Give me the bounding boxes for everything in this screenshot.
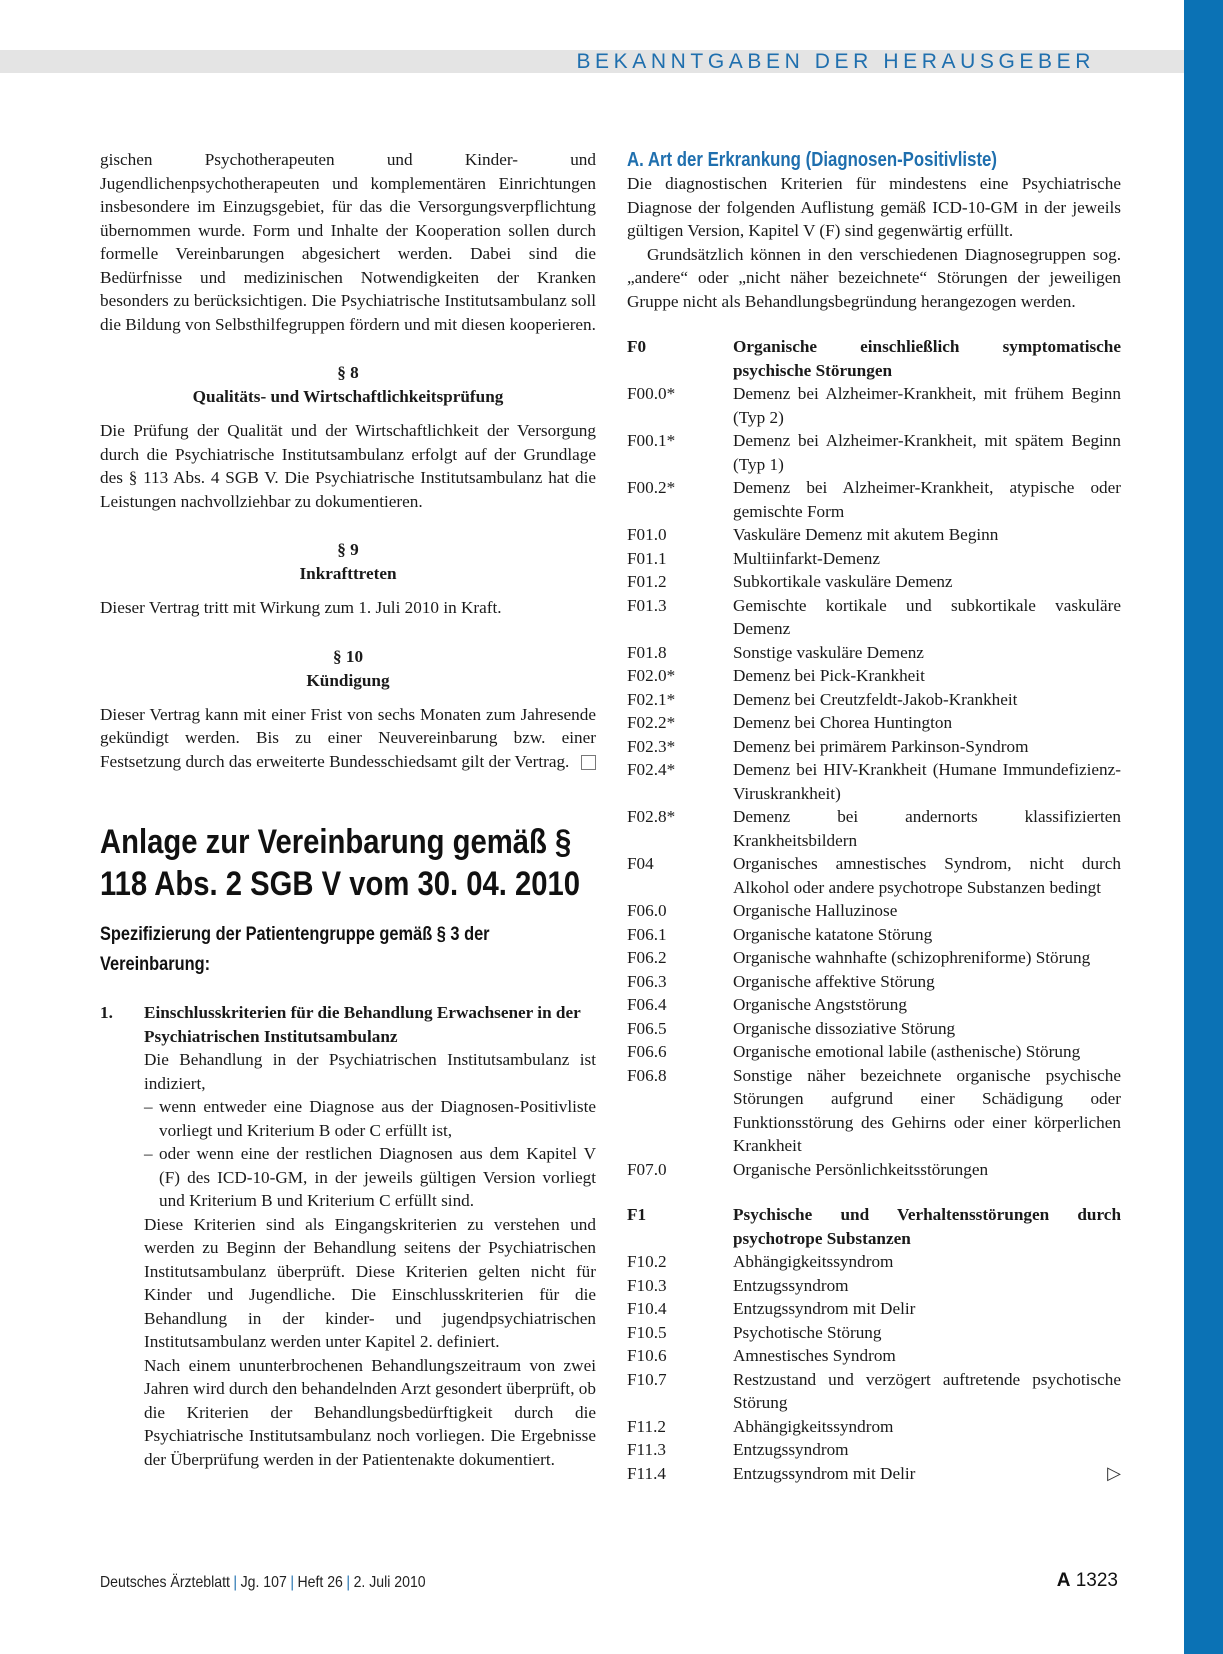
diagnosis-description: Entzugssyndrom [733,1275,849,1295]
diagnosis-code: F06.5 [627,1018,667,1038]
diagnosis-row [627,970,1121,994]
diagnosis-description: Entzugssyndrom mit Delir [733,1299,916,1318]
diagnosis-row [627,547,1121,571]
diagnosis-code: F00.2* [627,478,676,497]
diagnosis-description: Demenz bei HIV-Krankheit (Humane Immundefizienz-Viruskrankheit) [733,760,1121,803]
diagnosis-group-header [627,1203,1121,1250]
diagnosis-description: Subkortikale vaskuläre Demenz [733,572,953,591]
diagnosis-description: Sonstige näher bezeichnete organische psychische Störungen aufgrund einer Schädigung oder Funktionsstörung des Gehirns oder einer körperlichen Krankheit [733,1065,1121,1155]
diagnosis-row [627,993,1121,1017]
continued-arrow-icon: ▷ [1107,1462,1121,1483]
criteria-item-1 [100,1001,596,1471]
page-footer [100,1574,426,1592]
diagnosis-description: Organische emotional labile (asthenische) Störung [733,1042,1081,1061]
diagnosis-row [627,688,1121,712]
diagnosis-code: F06.6 [627,1042,667,1061]
diagnosis-row [627,641,1121,665]
diagnosis-row [627,1462,1121,1486]
diagnosis-code: F02.2* [627,713,676,732]
diagnosis-row [627,899,1121,923]
section-10-paragraph [100,703,596,774]
diagnosis-rows-f0 [627,382,1121,1181]
section-8-number: § 8 [337,363,359,382]
diagnosis-row [627,594,1121,641]
diagnosis-code: F01.0 [627,525,667,544]
diagnosis-code: F07.0 [627,1159,667,1179]
diagnosis-code: F06.0 [627,901,667,920]
section-10-title: Kündigung [306,670,390,690]
section-9-number: § 9 [337,540,359,559]
diagnosis-code: F10.5 [627,1322,667,1342]
diagnosis-description: Organisches amnestisches Syndrom, nicht durch Alkohol oder andere psychotrope Substanzen bedingt [733,854,1121,897]
diagnosis-row [627,570,1121,594]
criteria-bullet-text: wenn entweder eine Diagnose aus der Diagnosen-Positivliste vorliegt und Kriterium B oder C erfüllt ist, [159,1097,596,1140]
section-8-text: Die Prüfung der Qualität und der Wirtschaftlichkeit der Versorgung durch die Psychiatrische Institutsambulanz erfolgt auf der Grundlage des § 113 Abs. 4 SGB V. Die Psychiatrische Institutsambulanz hat die Leistungen nachvollziehbar zu dokumentieren. [100,421,596,511]
section-8-heading [100,361,596,409]
diagnosis-row [627,1368,1121,1415]
diagnosis-description: Demenz bei primärem Parkinson-Syndrom [733,736,1029,756]
diagnosis-code: F06.8 [627,1065,667,1085]
criteria-item-lead: Die Behandlung in der Psychiatrischen Institutsambulanz ist indiziert, [144,1050,596,1093]
section-10-text: Dieser Vertrag kann mit einer Frist von sechs Monaten zum Jahresende gekündigt werden. Bis zu einer Neuvereinbarung bzw. einer Festsetzung durch das erweiterte Bundesschiedsamt gilt der Vertrag. [100,704,596,771]
diagnosis-description: Organische Angststörung [733,995,907,1014]
diagnosis-rows-f1 [627,1250,1121,1485]
diagnosis-list-title: A. Art der Erkrankung (Diagnosen-Positivliste) [627,149,997,171]
section-header-title: BEKANNTGABEN DER HERAUSGEBER [576,50,1095,73]
diagnosis-row [627,664,1121,688]
diagnosis-code: F01.8 [627,642,667,662]
diagnosis-code: F10.6 [627,1346,667,1365]
diagnosis-row [627,1415,1121,1439]
criteria-bullet [144,1095,596,1142]
diagnosis-description: Demenz bei andernorts klassifizierten Krankheitsbildern [733,807,1121,850]
criteria-paragraph-1: Diese Kriterien sind als Eingangskriterien zu verstehen und werden zu Beginn der Behandlung seitens der Psychiatrischen Institutsambulanz überprüft. Diese Kriterien gelten nicht für Kinder und Jugendliche. Die Einschlusskriterien für die Behandlung in der kinder- und jugendpsychiatrischen Institutsambulanz werden unter Kapitel 2. definiert. [144,1214,596,1351]
section-9-title: Inkrafttreten [299,564,397,583]
page-number [1057,1570,1118,1592]
footer-issue: Heft 26 [297,1574,343,1591]
diagnosis-row [627,1064,1121,1158]
diagnosis-description: Abhängigkeitssyndrom [733,1252,894,1271]
criteria-paragraph-2: Nach einem ununterbrochenen Behandlungszeitraum von zwei Jahren wird durch den behandelnden Arzt gesondert überprüft, ob die Kriterien der Behandlungsbedürftigkeit durch die Psychiatrische Institutsambulanz noch vorliegen. Die Ergebnisse der Überprüfung werden in der Patientenakte dokumentiert. [144,1355,596,1469]
page-number-value: 1323 [1075,1570,1118,1591]
diagnosis-row [627,1017,1121,1041]
diagnosis-description: Multiinfarkt-Demenz [733,548,881,568]
diagnosis-row [627,1274,1121,1298]
diagnosis-description: Organische Halluzinose [733,901,898,920]
diagnosis-code: F04 [627,854,654,873]
diagnosis-code: F11.2 [627,1416,666,1436]
diagnosis-row [627,1344,1121,1368]
footer-separator: | [346,1574,351,1591]
footer-date: 2. Juli 2010 [353,1574,426,1591]
diagnosis-description: Entzugssyndrom mit Delir [733,1463,916,1483]
diagnosis-row [627,1321,1121,1345]
diagnosis-group-code: F1 [627,1205,647,1224]
diagnosis-description: Demenz bei Creutzfeldt-Jakob-Krankheit [733,689,1018,709]
diagnosis-code: F10.2 [627,1252,667,1271]
diagnosis-code: F02.4* [627,760,676,779]
diagnosis-code: F10.7 [627,1369,667,1389]
diagnosis-description: Demenz bei Alzheimer-Krankheit, mit frühem Beginn (Typ 2) [733,384,1121,427]
diagnosis-description: Organische wahnhafte (schizophreniforme) Störung [733,948,1091,967]
footer-separator: | [233,1574,238,1591]
diagnosis-description: Demenz bei Chorea Huntington [733,713,953,732]
diagnosis-code: F10.4 [627,1299,667,1318]
diagnosis-code: F01.1 [627,548,667,568]
diagnosis-code: F06.4 [627,995,667,1014]
anlage-title: Anlage zur Vereinbarung gemäß § 118 Abs. 2 SGB V vom 30. 04. 2010 [100,823,581,903]
diagnosis-row [627,476,1121,523]
diagnosis-row [627,1250,1121,1274]
diagnosis-code: F02.8* [627,807,676,826]
diagnosis-code: F02.1* [627,689,676,709]
diagnosis-description: Demenz bei Alzheimer-Krankheit, atypische oder gemischte Form [733,478,1121,521]
footer-journal: Deutsches Ärzteblatt [100,1574,230,1591]
end-of-article-mark [581,755,596,770]
diagnosis-row [627,523,1121,547]
diagnosis-description: Abhängigkeitssyndrom [733,1416,894,1436]
diagnosis-description: Gemischte kortikale und subkortikale vaskuläre Demenz [733,595,1121,638]
diagnosis-description: Psychotische Störung [733,1322,882,1342]
section-10-number: § 10 [332,646,364,666]
diagnosis-row [627,923,1121,947]
criteria-bullet [144,1142,596,1213]
diagnosis-code: F11.4 [627,1463,666,1483]
diagnosis-intro-paragraph: Die diagnostischen Kriterien für mindestens eine Psychiatrische Diagnose der folgenden Auflistung gemäß ICD-10-GM in der jeweils gültigen Version, Kapitel V (F) sind gegenwärtig erfüllt. [627,174,1121,240]
diagnosis-code: F00.1* [627,431,676,450]
diagnosis-code: F10.3 [627,1275,667,1295]
criteria-item-body [144,1001,596,1471]
diagnosis-description: Organische affektive Störung [733,971,935,991]
diagnosis-row [627,758,1121,805]
diagnosis-group-f0 [627,335,1121,1181]
section-10-heading [100,645,596,693]
anlage-subtitle: Spezifizierung der Patientengruppe gemäß § 3 der Vereinbarung: [100,923,490,975]
right-column [627,148,1121,1485]
diagnosis-code: F00.0* [627,384,676,403]
diagnosis-row [627,1297,1121,1321]
diagnosis-row [627,429,1121,476]
diagnosis-row [627,382,1121,429]
diagnosis-description: Entzugssyndrom [733,1440,849,1459]
diagnosis-description: Amnestisches Syndrom [733,1346,896,1365]
intro-paragraph: gischen Psychotherapeuten und Kinder- und Jugendlichenpsychotherapeuten und komplementären Einrichtungen insbesondere im Einzugsgebiet, für das die Versorgungsverpflichtung übernommen wurde. Form und Inhalte der Kooperation sollen durch formelle Vereinbarungen abgesichert werden. Dabei sind die Bedürfnisse und medizinischen Notwendigkeiten der Kranken besonders zu berücksichtigen. Die Psychiatrische Institutsambulanz soll die Bildung von Selbsthilfegruppen fördern und mit diesen kooperieren. [100,150,596,334]
side-color-bar [1184,0,1223,1654]
diagnosis-row [627,946,1121,970]
diagnosis-row [627,852,1121,899]
criteria-item-heading: Einschlusskriterien für die Behandlung Erwachsener in der Psychiatrischen Institutsambulanz [144,1003,581,1046]
diagnosis-row [627,1158,1121,1182]
criteria-item-number: 1. [100,1003,113,1022]
footer-separator: | [290,1574,294,1591]
dash-glyph: – [144,1097,153,1116]
diagnosis-description: Organische katatone Störung [733,924,933,944]
footer-volume: Jg. 107 [240,1574,287,1591]
diagnosis-code: F11.3 [627,1440,666,1459]
diagnosis-code: F06.3 [627,971,667,991]
diagnosis-row [627,1040,1121,1064]
diagnosis-group-code: F0 [627,337,647,356]
diagnosis-note-paragraph: Grundsätzlich können in den verschiedenen Diagnosegruppen sog. „andere“ oder „nicht näher bezeichnete“ Störungen der jeweiligen Gruppe nicht als Behandlungsbegründung herangezogen werden. [627,244,1121,311]
diagnosis-description: Vaskuläre Demenz mit akutem Beginn [733,525,999,544]
diagnosis-description: Organische Persönlichkeitsstörungen [733,1159,989,1179]
diagnosis-code: F06.2 [627,948,667,967]
diagnosis-row [627,805,1121,852]
criteria-bullet-text: oder wenn eine der restlichen Diagnosen aus dem Kapitel V (F) des ICD-10-GM, in der jeweils gültigen Version vorliegt und Kriterium B und Kriterium C erfüllt sind. [159,1144,596,1210]
diagnosis-group-title: Psychische und Verhaltensstörungen durch psychotrope Substanzen [733,1205,1121,1248]
diagnosis-group-f1 [627,1203,1121,1485]
diagnosis-description: Sonstige vaskuläre Demenz [733,642,924,662]
diagnosis-group-header [627,335,1121,382]
page-number-prefix: A [1056,1570,1071,1591]
section-9-text: Dieser Vertrag tritt mit Wirkung zum 1. Juli 2010 in Kraft. [100,598,502,617]
diagnosis-description: Organische dissoziative Störung [733,1018,956,1038]
diagnosis-row [627,711,1121,735]
diagnosis-code: F06.1 [627,924,667,944]
section-8-title: Qualitäts- und Wirtschaftlichkeitsprüfung [192,387,504,406]
diagnosis-description: Demenz bei Alzheimer-Krankheit, mit spätem Beginn (Typ 1) [733,431,1121,474]
section-9-heading [100,538,596,586]
diagnosis-code: F01.3 [627,595,667,615]
diagnosis-code: F02.3* [627,736,676,756]
diagnosis-row [627,1438,1121,1462]
diagnosis-code: F02.0* [627,666,676,685]
dash-glyph: – [144,1144,153,1163]
left-column [100,148,596,1471]
diagnosis-code: F01.2 [627,572,667,591]
diagnosis-description: Demenz bei Pick-Krankheit [733,666,925,685]
diagnosis-group-title: Organische einschließlich symptomatische psychische Störungen [733,337,1121,380]
diagnosis-description: Restzustand und verzögert auftretende psychotische Störung [733,1369,1121,1412]
diagnosis-row [627,735,1121,759]
